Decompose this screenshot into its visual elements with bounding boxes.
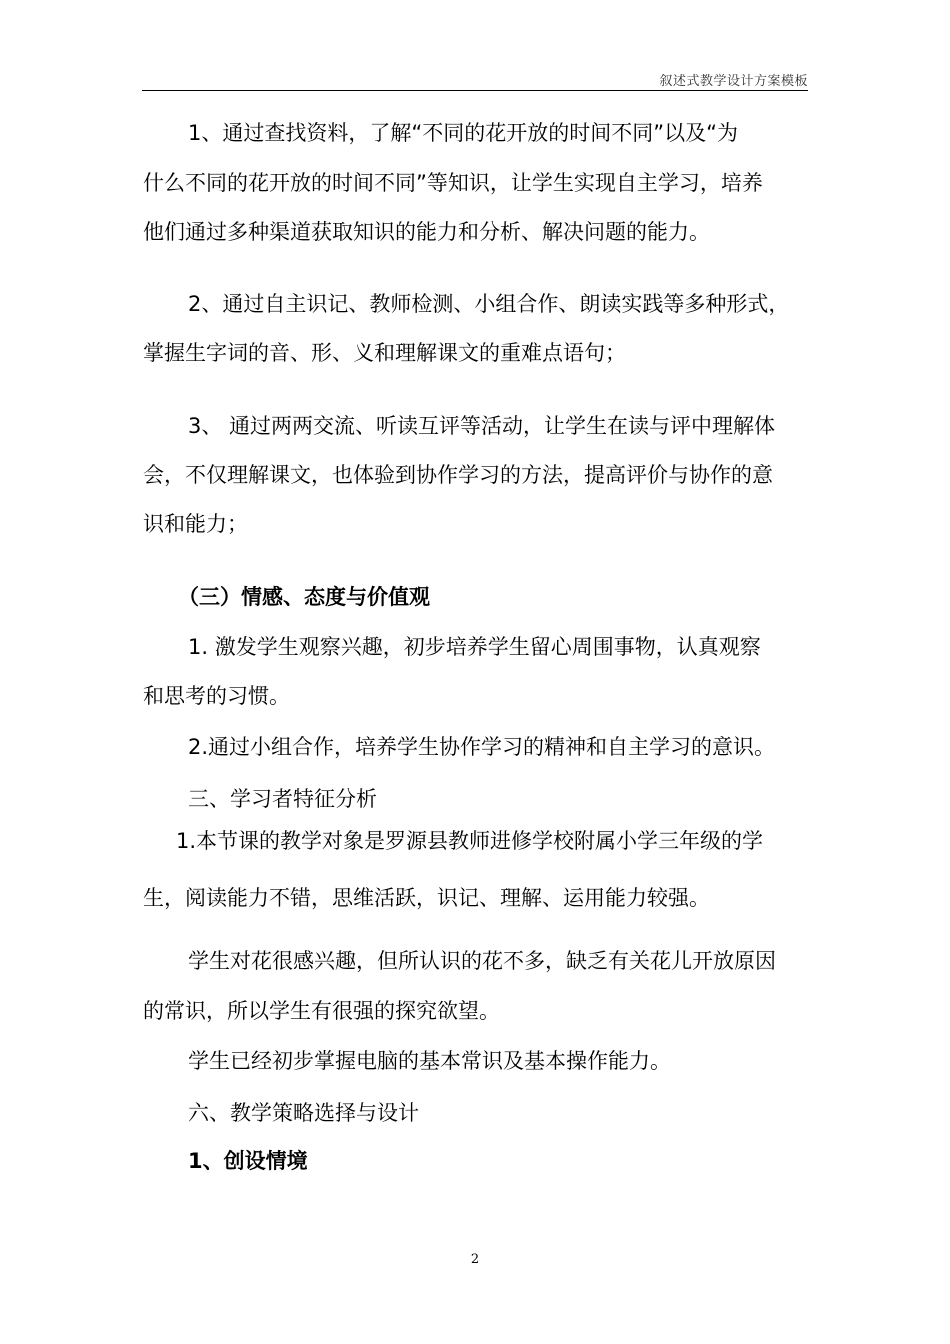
header-rule <box>142 90 808 91</box>
objective-1-line-1: 1、通过查找资料，了解“不同的花开放的时间不同”以及“为 <box>188 121 738 145</box>
objective-3-line-3: 识和能力； <box>143 512 248 536</box>
learner-item-1-line-1: 1.本节课的教学对象是罗源县教师进修学校附属小学三年级的学 <box>176 829 764 853</box>
objective-2-line-2: 掌握生字词的音、形、义和理解课文的重难点语句； <box>143 341 626 365</box>
objective-3-line-2: 会，不仅理解课文，也体验到协作学习的方法，提高评价与协作的意 <box>143 463 773 487</box>
learner-para-2-line-1: 学生对花很感兴趣，但所认识的花不多，缺乏有关花儿开放原因 <box>188 949 776 973</box>
page-number: 2 <box>470 1252 480 1267</box>
learner-item-1-line-2: 生，阅读能力不错，思维活跃，识记、理解、运用能力较强。 <box>143 886 710 910</box>
header-title: 叙述式教学设计方案模板 <box>659 74 808 89</box>
emotion-item-1-line-1: 1. 激发学生观察兴趣，初步培养学生留心周围事物，认真观察 <box>188 635 761 659</box>
objective-3-line-1: 3、 通过两两交流、听读互评等活动，让学生在读与评中理解体 <box>188 414 776 438</box>
objective-1-line-3: 他们通过多种渠道获取知识的能力和分析、解决问题的能力。 <box>143 220 710 244</box>
section-heading-emotion: （三）情感、态度与价值观 <box>178 585 430 609</box>
emotion-item-1-line-2: 和思考的习惯。 <box>143 684 290 708</box>
objective-1-line-2: 什么不同的花开放的时间不同”等知识，让学生实现自主学习，培养 <box>143 171 763 195</box>
objective-2-line-1: 2、通过自主识记、教师检测、小组合作、朗读实践等多种形式， <box>188 292 790 316</box>
learner-para-3: 学生已经初步掌握电脑的基本常识及基本操作能力。 <box>188 1049 671 1073</box>
emotion-item-2: 2.通过小组合作，培养学生协作学习的精神和自主学习的意识。 <box>188 735 776 759</box>
section-heading-strategy: 六、教学策略选择与设计 <box>188 1101 419 1125</box>
section-heading-learner: 三、学习者特征分析 <box>188 787 377 811</box>
learner-para-2-line-2: 的常识，所以学生有很强的探究欲望。 <box>143 999 500 1023</box>
strategy-item-1-heading: 1、创设情境 <box>188 1149 308 1173</box>
